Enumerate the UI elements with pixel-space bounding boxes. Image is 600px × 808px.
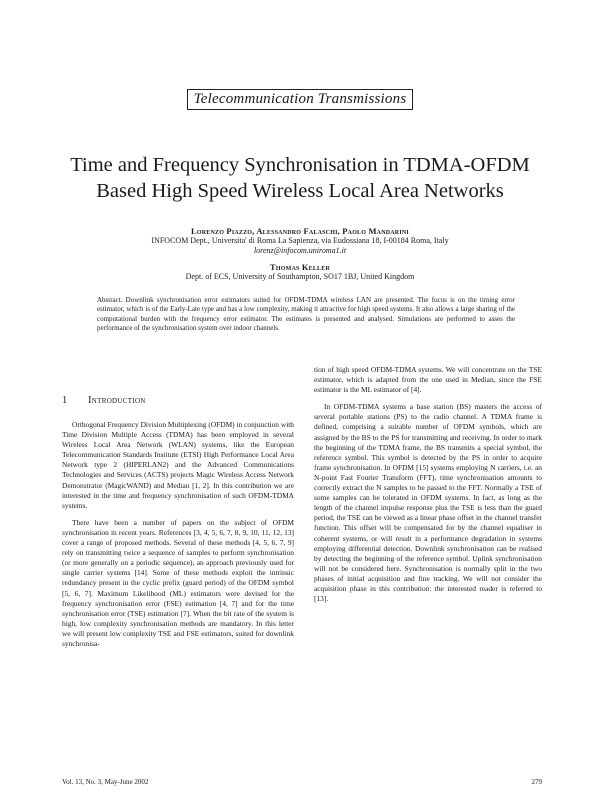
right-paragraph-1: tion of high speed OFDM-TDMA systems. We will concentrate on the TSE estimator, which is adapted from the one used in Median, since the FSE estimator is the ML estimator of [4]. xyxy=(314,365,542,395)
abstract: Abstract. Downlink synchronisation error estimators suited for OFDM-TDMA wireless LAN are presented. The focus is on the timing error estimator, which is of the Early-Late type and has a low complexity, making it attractive for high speed systems. It also allows a large sharing of the computational burden with the frequency error estimator. The estimates is presented and analysed. Simulations are performed to asses the performance of the synchronisation system over indoor channels. xyxy=(97,296,515,333)
paper-title xyxy=(40,152,560,204)
right-column xyxy=(314,365,542,611)
author-affiliation-1: INFOCOM Dept., Universita' di Roma La Sapienza, via Eudossiana 18, I-00184 Roma, Italy xyxy=(151,236,449,245)
author-names-2: Thomas Keller xyxy=(269,262,330,272)
footer-volume: Vol. 13, No. 3, May-June 2002 xyxy=(62,778,149,786)
left-paragraph-1: Orthogonal Frequency Division Multiplexing (OFDM) in conjunction with Time Division Multiple Access (TDMA) has been employed in several Wireless Local Area Network (WLAN) systems, like the European Telecommunication Standards Institute (ETSI) High Performance Local Area Network type 2 (HIPERLAN2) and the Advanced Communications Technologies and Services (ACTS) projects Magic Wireless Access Network Demonstrator (MagicWAND) and Median [1, 2]. In this contribution we are interested in the time and frequency synchronisation of such OFDM-TDMA systems. xyxy=(62,420,294,510)
journal-banner-text: Telecommunication Transmissions xyxy=(187,89,414,110)
title-line-2: Based High Speed Wireless Local Area Networks xyxy=(96,180,504,202)
author-block xyxy=(40,226,560,282)
right-paragraph-2: In OFDM-TDMA systems a base station (BS) masters the access of several portable stations (PS) to the radio channel. A TDMA frame is defined, comprising a suitable number of OFDM symbols, which are assigned by the BS to the PS for transmitting and receiving. In order to mark the beginning of the TDMA frame, the BS transmits a special symbol, the reference symbol. This symbol is detected by the PS in order to acquire frame synchronisation. In OFDM [15] systems employing N carriers, i.e. an N-point Fast Fourier Transform (FFT), time synchronisation amounts to correctly extract the N samples to be passed to the FFT. Normally a TSE of some samples can be tolerated in OFDM systems. In fact, as long as the length of the channel impulse response plus the TSE is less than the guard period, the TSE can be viewed as a linear phase offset in the channel transfer function. This offset will be compensated for by the channel equaliser in coherent systems, or will result in a performance degradation in systems employing differential detection. Downlink synchronisation can be realised by detecting the beginning of the reference symbol. Uplink synchronisation will not be considered here. Synchronisation is normally split in the two phases of initial acquisition and fine tracking. We will not consider the acquisition phase in this contribution: the interested reader is referred to [13]. xyxy=(314,402,542,604)
section-heading xyxy=(62,395,146,406)
section-title: Introduction xyxy=(88,395,146,406)
author-email: lorenz@infocom.uniroma1.it xyxy=(253,246,347,255)
page-number: 279 xyxy=(531,778,542,786)
title-line-1: Time and Frequency Synchronisation in TDMA-OFDM xyxy=(70,154,530,176)
left-paragraph-2: There have been a number of papers on the subject of OFDM synchronisation in recent years. References [3, 4, 5, 6, 7, 8, 9, 10, 11, 12, 13] cover a range of proposed methods. Several of these methods [4, 5, 6, 7, 9] rely on transmitting twice a sequence of samples to perform synchronisation (or more generally on a periodic sequence), an approach previously used for single carrier systems [14]. Some of these methods exploit the intrinsic redundancy present in the cyclic prefix (guard period) of the OFDM symbol [5, 6, 7]. Maximum Likelihood (ML) estimators were devised for the frequency synchronisation error (FSE) estimation [4, 7] and for the time synchronisation error (TSE) estimation [7]. When the bit rate of the system is high, low complexity synchronisation methods are mandatory. In this letter we will present low complexity TSE and FSE estimators, suited for downlink synchronisa- xyxy=(62,517,294,648)
section-number: 1 xyxy=(62,395,68,406)
author-affiliation-2: Dept. of ECS, University of Southampton, SO17 1BJ, United Kingdom xyxy=(185,272,415,281)
left-column xyxy=(62,420,294,656)
author-names-1: Lorenzo Piazzo, Alessandro Falaschi, Paolo Mandarini xyxy=(191,226,409,236)
journal-banner xyxy=(0,89,600,110)
